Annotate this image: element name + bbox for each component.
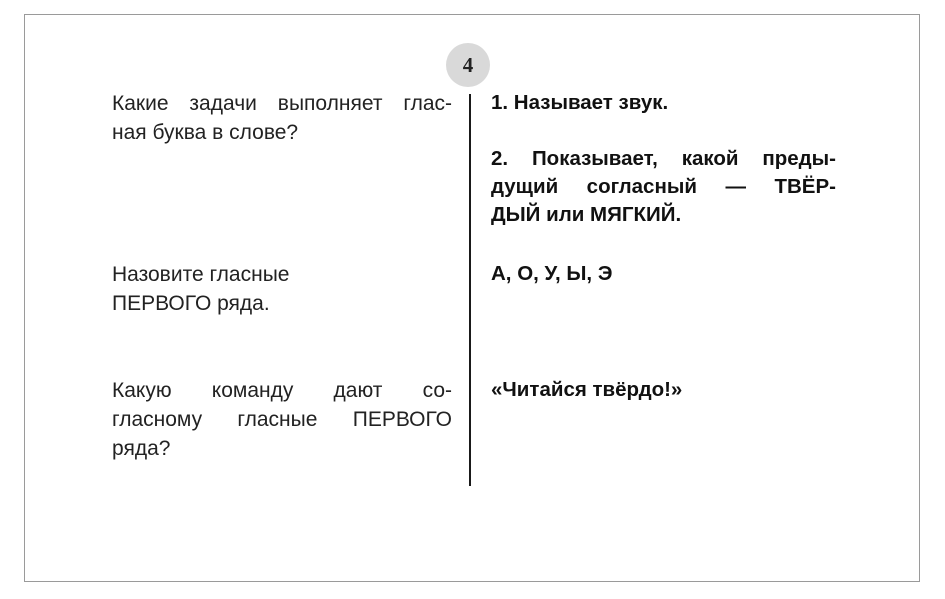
question-3-line-2: гласному гласные ПЕРВОГО bbox=[112, 408, 452, 431]
answer-2 bbox=[491, 260, 836, 288]
question-1-line-2: ная буква в слове? bbox=[112, 121, 299, 144]
answer-2-line-1: А, О, У, Ы, Э bbox=[491, 262, 613, 285]
question-1 bbox=[112, 89, 452, 147]
answer-3 bbox=[491, 376, 836, 404]
question-2-line-1: Назовите гласные bbox=[112, 263, 290, 286]
question-1-line-1: Какие задачи выполняет глас- bbox=[112, 92, 452, 115]
question-2-line-2: ПЕРВОГО ряда. bbox=[112, 292, 270, 315]
answer-1-2-line-2: дущий согласный — ТВЁР- bbox=[491, 175, 836, 198]
question-2 bbox=[112, 260, 452, 318]
question-3 bbox=[112, 376, 452, 463]
answer-1-2-line-1: 2. Показывает, какой преды- bbox=[491, 147, 836, 170]
answer-1-2-line-3: ДЫЙ или МЯГКИЙ. bbox=[491, 203, 682, 226]
column-divider bbox=[469, 94, 471, 486]
answer-1-1-line-1: 1. Называет звук. bbox=[491, 91, 669, 114]
question-3-line-1: Какую команду дают со- bbox=[112, 379, 452, 402]
question-3-line-3: ряда? bbox=[112, 437, 171, 460]
answer-1-2 bbox=[491, 145, 836, 229]
answer-3-line-1: «Читайся твёрдо!» bbox=[491, 378, 683, 401]
card-number-badge bbox=[446, 43, 490, 87]
answer-1-1 bbox=[491, 89, 836, 117]
card-number: 4 bbox=[462, 52, 474, 77]
